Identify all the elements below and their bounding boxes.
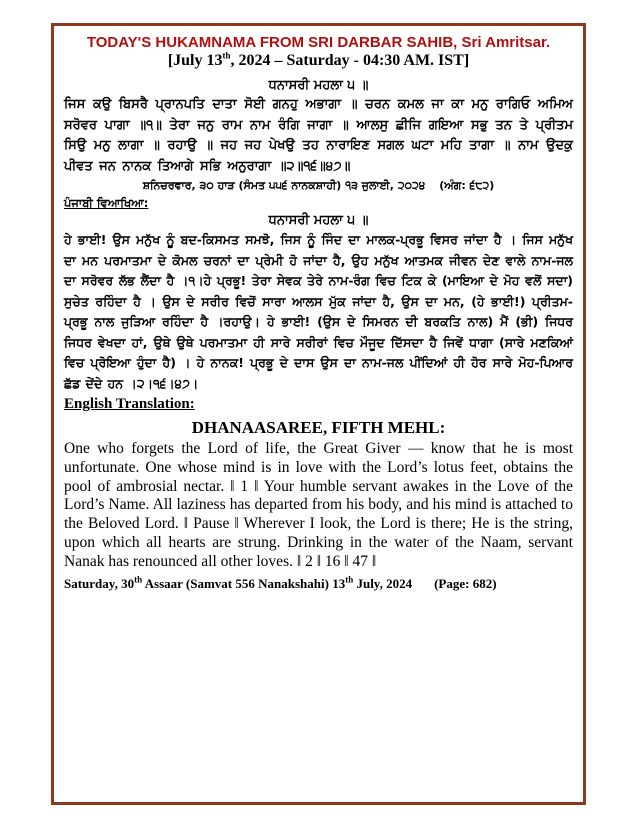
date-prefix: [July 13 [167,52,223,69]
gurmukhi-ang: (ਅੰਗ: ੬੮੨) [439,179,495,192]
punjabi-label: ਪੰਜਾਬੀ ਵਿਆਖਿਆ: [64,196,149,210]
footer-suffix: July, 2024 [353,575,413,591]
footer-page: (Page: 682) [434,575,497,591]
footer-line [64,576,573,592]
gurmukhi-date: ਸ਼ਨਿਚਰਵਾਰ, ੩੦ ਹਾੜ (ਸੰਮਤ ੫੫੬ ਨਾਨਕਸ਼ਾਹੀ) ੧੩ ਜੁਲਾਈ, ੨੦੨੪ [142,179,426,192]
date-sup: th [222,50,231,61]
english-heading: DHANAASAREE, FIFTH MEHL: [191,418,446,437]
footer-sup2: th [345,574,354,585]
punjabi-explanation: ਹੇ ਭਾਈ! ਉਸ ਮਨੁੱਖ ਨੂੰ ਬਦ-ਕਿਸਮਤ ਸਮਝੋ, ਜਿਸ ਨੂੰ ਜਿੰਦ ਦਾ ਮਾਲਕ-ਪ੍ਰਭੂ ਵਿਸਰ ਜਾਂਦਾ ਹੈ । ਜਿਸ ਮਨੁੱਖ ਦਾ ਮਨ ਪਰਮਾਤਮਾ ਦੇ ਕੋਮਲ ਚਰਨਾਂ ਦਾ ਪ੍ਰੇਮੀ ਹੋ ਜਾਂਦਾ ਹੈ, ਉਹ ਮਨੁੱਖ ਆਤਮਕ ਜੀਵਨ ਦੇਣ ਵਾਲੇ ਨਾਮ-ਜਲ ਦਾ ਸਰੋਵਰ ਲੱਭ ਲੈਂਦਾ ਹੈ ।੧।ਹੇ ਪ੍ਰਭੂ! ਤੇਰਾ ਸੇਵਕ ਤੇਰੇ ਨਾਮ-ਰੰਗ ਵਿਚ ਟਿਕ ਕੇ (ਮਾਇਆ ਦੇ ਮੋਹ ਵਲੋਂ ਸਦਾ) ਸੁਚੇਤ ਰਹਿੰਦਾ ਹੈ । ਉਸ ਦੇ ਸਰੀਰ ਵਿਚੋਂ ਸਾਰਾ ਆਲਸ ਮੁੱਕ ਜਾਂਦਾ ਹੈ, ਉਸ ਦਾ ਮਨ, (ਹੇ ਭਾਈ!) ਪ੍ਰੀਤਮ-ਪ੍ਰਭੂ ਨਾਲ ਜੁੜਿਆ ਰਹਿੰਦਾ ਹੈ ।ਰਹਾਉ। ਹੇ ਭਾਈ! (ਉਸ ਦੇ ਸਿਮਰਨ ਦੀ ਬਰਕਤਿ ਨਾਲ) ਮੈਂ (ਭੀ) ਜਿਧਰ ਜਿਧਰ ਵੇਖਦਾ ਹਾਂ, ਉਥੇ ਉਥੇ ਪਰਮਾਤਮਾ ਹੀ ਸਾਰੇ ਸਰੀਰਾਂ ਵਿਚ ਮੌਜੂਦ ਦਿੱਸਦਾ ਹੈ ਜਿਵੇਂ ਧਾਗਾ (ਸਾਰੇ ਮਣਕਿਆਂ ਵਿਚ ਪ੍ਰੋਇਆ ਹੁੰਦਾ ਹੈ) । ਹੇ ਨਾਨਕ! ਪ੍ਰਭੂ ਦੇ ਦਾਸ ਉਸ ਦਾ ਨਾਮ-ਜਲ ਪੀਂਦਿਆਂ ਹੀ ਹੋਰ ਸਾਰੇ ਮੋਹ-ਪਿਆਰ ਛੱਡ ਦੇਂਦੇ ਹਨ ।੨।੧੬।੪੭। [64,232,573,391]
footer-middle: Assaar (Samvat 556 Nanakshahi) 13 [142,575,346,591]
gurmukhi-heading: ਧਨਾਸਰੀ ਮਹਲਾ ੫ ॥ [268,78,369,93]
footer-prefix: Saturday, 30 [64,575,135,591]
english-label: English Translation [64,396,190,412]
date-suffix: , 2024 – Saturday - 04:30 AM. IST] [230,52,470,69]
date-line [64,52,573,70]
gurmukhi-date-line [64,179,573,193]
page-title: TODAY'S HUKAMNAMA FROM SRI DARBAR SAHIB, Sri Amritsar. [86,34,551,51]
gurmukhi-verse: ਜਿਸ ਕਉ ਬਿਸਰੈ ਪ੍ਰਾਨਪਤਿ ਦਾਤਾ ਸੋਈ ਗਨਹੁ ਅਭਾਗਾ ॥ ਚਰਨ ਕਮਲ ਜਾ ਕਾ ਮਨੁ ਰਾਗਿਓ ਅਮਿਅ ਸਰੋਵਰ ਪਾਗਾ ॥੧॥ ਤੇਰਾ ਜਨੁ ਰਾਮ ਨਾਮ ਰੰਗਿ ਜਾਗਾ ॥ ਆਲਸੁ ਛੀਜਿ ਗਇਆ ਸਭੁ ਤਨ ਤੇ ਪ੍ਰੀਤਮ ਸਿਉ ਮਨੁ ਲਾਗਾ ॥ ਰਹਾਉ ॥ ਜਹ ਜਹ ਪੇਖਉ ਤਹ ਨਾਰਾਇਣ ਸਗਲ ਘਟਾ ਮਹਿ ਤਾਗਾ ॥ ਨਾਮ ਉਦਕੁ ਪੀਵਤ ਜਨ ਨਾਨਕ ਤਿਆਗੇ ਸਭਿ ਅਨੁਰਾਗਾ ॥੨॥੧੬॥੪੭॥ [64,97,573,174]
punjabi-heading: ਧਨਾਸਰੀ ਮਹਲਾ ੫ ॥ [268,213,369,228]
footer-sup1: th [134,574,143,585]
hukamnama-card [51,23,586,805]
english-label-line [64,396,573,413]
english-label-colon: : [189,396,195,412]
english-translation: One who forgets the Lord of life, the Great Giver — know that he is most unfortunate. One whose mind is in love with the Lord’s lotus feet, obtains the pool of ambrosial nectar. ‖ 1 ‖ Your humble servant awakes in the Love of the Lord’s Name. All laziness has departed from his body, and his mind is attached to the Beloved Lord. ‖ Pause ‖ Wherever I look, the Lord is there; He is the string, upon which all hearts are strung. Drinking in the water of the Naam, servant Nanak has renounced all other loves. ‖ 2 ‖ 16 ‖ 47 ‖ [64,440,573,570]
